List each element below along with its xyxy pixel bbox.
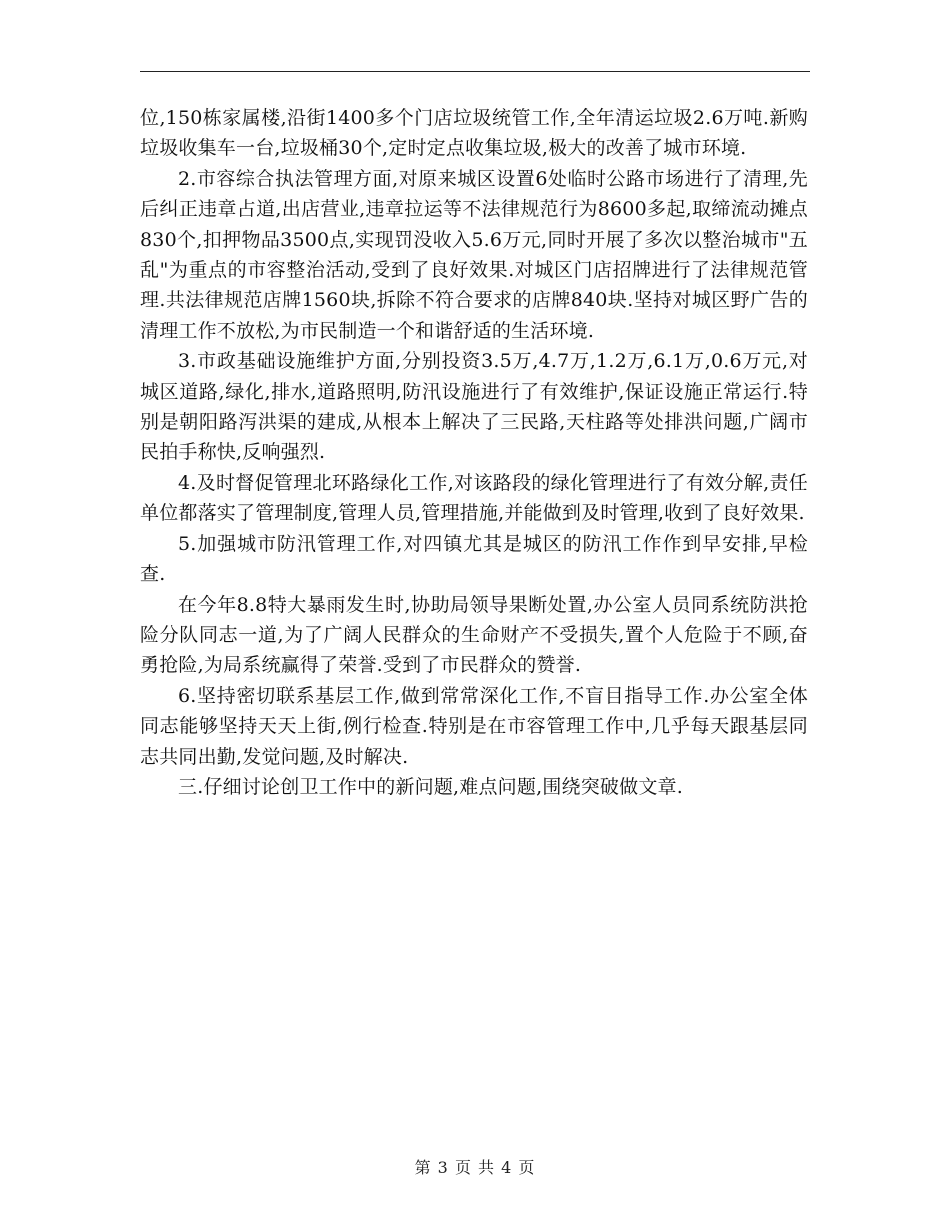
paragraph-flood-response: 在今年8.8特大暴雨发生时,协助局领导果断处置,办公室人员同系统防洪抢险分队同志一道,为了广阔人民群众的生命财产不受损失,置个人危险于不顾,奋勇抢险,为局系统赢得了荣誉.受到了市民群众的赞誉. (140, 593, 808, 677)
document-body (140, 103, 808, 802)
paragraph-item-3: 3.市政基础设施维护方面,分别投资3.5万,4.7万,1.2万,6.1万,0.6万元,对城区道路,绿化,排水,道路照明,防汛设施进行了有效维护,保证设施正常运行.特别是朝阳路泻洪渠的建成,从根本上解决了三民路,天柱路等处排洪问题,广阔市民拍手称快,反响强烈. (140, 350, 808, 464)
paragraph-item-4: 4.及时督促管理北环路绿化工作,对该路段的绿化管理进行了有效分解,责任单位都落实了管理制度,管理人员,管理措施,并能做到及时管理,收到了良好效果. (140, 471, 808, 525)
page-number-footer: 第 3 页 共 4 页 (414, 1158, 536, 1177)
paragraph-continuation: 位,150栋家属楼,沿街1400多个门店垃圾统管工作,全年清运垃圾2.6万吨.新购垃圾收集车一台,垃圾桶30个,定时定点收集垃圾,极大的改善了城市环境. (140, 107, 808, 160)
paragraph-item-6: 6.坚持密切联系基层工作,做到常常深化工作,不盲目指导工作.办公室全体同志能够坚持天天上街,例行检查.特别是在市容管理工作中,几乎每天跟基层同志共同出勤,发觉问题,及时解决. (140, 684, 808, 768)
paragraph-item-2: 2.市容综合执法管理方面,对原来城区设置6处临时公路市场进行了清理,先后纠正违章占道,出店营业,违章拉运等不法律规范行为8600多起,取缔流动摊点830个,扣押物品3500点,实现罚没收入5.6万元,同时开展了多次以整治城市"五乱"为重点的市容整治活动,受到了良好效果.对城区门店招牌进行了法律规范管理.共法律规范店牌1560块,拆除不符合要求的店牌840块.坚持对城区野广告的清理工作不放松,为市民制造一个和谐舒适的生活环境. (140, 167, 808, 342)
header-rule (140, 71, 810, 72)
section-heading-3: 三.仔细讨论创卫工作中的新问题,难点问题,围绕突破做文章. (178, 775, 683, 798)
paragraph-item-5: 5.加强城市防汛管理工作,对四镇尤其是城区的防汛工作作到早安排,早检查. (140, 532, 808, 586)
